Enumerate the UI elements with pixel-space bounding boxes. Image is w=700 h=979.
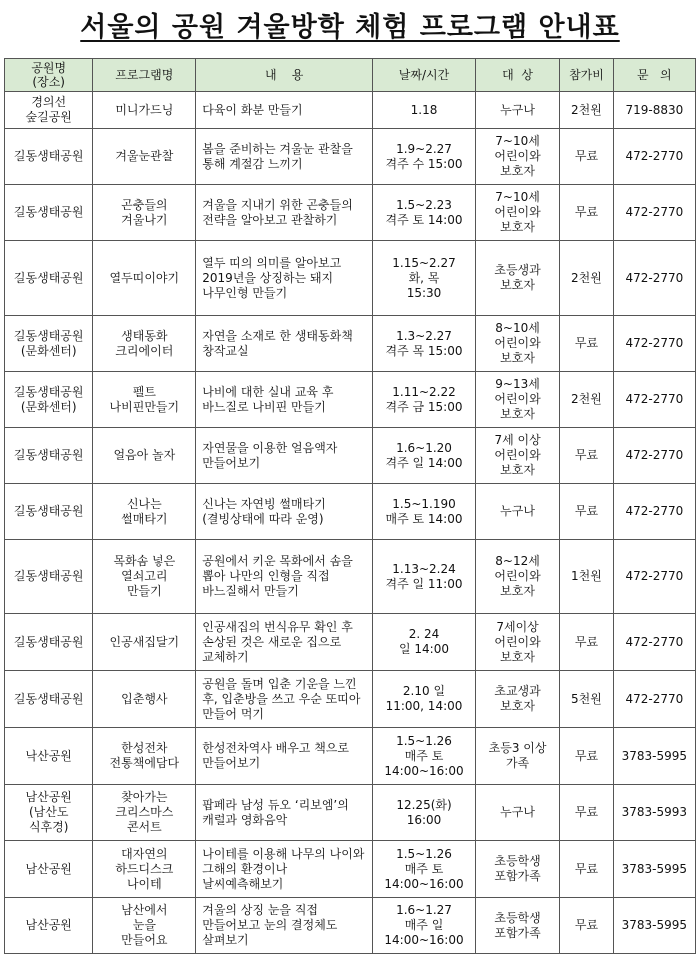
cell-contact: 472-2770 xyxy=(613,241,695,316)
cell-content: 한성전차역사 배우고 책으로 만들어보기 xyxy=(196,728,373,785)
cell-datetime: 12.25(화) 16:00 xyxy=(373,785,476,841)
cell-contact: 3783-5995 xyxy=(613,728,695,785)
cell-park: 남산공원 (남산도 식후경) xyxy=(5,785,93,841)
cell-target: 7세 이상 어린이와 보호자 xyxy=(475,428,559,484)
table-row xyxy=(5,671,696,728)
cell-program: 겨울눈관찰 xyxy=(93,129,196,185)
cell-program: 한성전차 전통책에담다 xyxy=(93,728,196,785)
cell-target: 7~10세 어린이와 보호자 xyxy=(475,185,559,241)
cell-park: 길동생태공원 xyxy=(5,428,93,484)
table-row xyxy=(5,241,696,316)
table-row xyxy=(5,484,696,540)
cell-datetime: 1.18 xyxy=(373,92,476,129)
cell-content: 자연을 소재로 한 생태동화책 창작교실 xyxy=(196,316,373,372)
cell-fee: 2천원 xyxy=(560,92,613,129)
cell-program: 찾아가는 크리스마스 콘서트 xyxy=(93,785,196,841)
table-row xyxy=(5,316,696,372)
cell-target: 초등생과 보호자 xyxy=(475,241,559,316)
cell-content: 나이테를 이용해 나무의 나이와 그해의 환경이나 날씨예측해보기 xyxy=(196,841,373,898)
header-content: 내 용 xyxy=(196,59,373,92)
page-title xyxy=(0,0,700,52)
cell-fee: 2천원 xyxy=(560,241,613,316)
cell-content: 다육이 화분 만들기 xyxy=(196,92,373,129)
cell-park: 길동생태공원 (문화센터) xyxy=(5,372,93,428)
cell-datetime: 2. 24 일 14:00 xyxy=(373,614,476,671)
cell-program: 곤충들의 겨울나기 xyxy=(93,185,196,241)
cell-content: 봄을 준비하는 겨울눈 관찰을 통해 계절감 느끼기 xyxy=(196,129,373,185)
table-row xyxy=(5,841,696,898)
cell-target: 7~10세 어린이와 보호자 xyxy=(475,129,559,185)
cell-contact: 3783-5995 xyxy=(613,841,695,898)
cell-content: 공원에서 키운 목화에서 솜을 뽑아 나만의 인형을 직접 바느질해서 만들기 xyxy=(196,540,373,614)
cell-content: 겨울을 지내기 위한 곤충들의 전략을 알아보고 관찰하기 xyxy=(196,185,373,241)
cell-content: 자연물을 이용한 얼음액자 만들어보기 xyxy=(196,428,373,484)
cell-program: 미니가드닝 xyxy=(93,92,196,129)
cell-program: 신나는 썰매타기 xyxy=(93,484,196,540)
program-table xyxy=(4,58,696,954)
cell-fee: 5천원 xyxy=(560,671,613,728)
cell-park: 남산공원 xyxy=(5,841,93,898)
cell-fee: 무료 xyxy=(560,785,613,841)
cell-fee: 무료 xyxy=(560,728,613,785)
cell-datetime: 1.6~1.20 격주 일 14:00 xyxy=(373,428,476,484)
cell-target: 초교생과 보호자 xyxy=(475,671,559,728)
cell-datetime: 1.15~2.27 화, 목 15:30 xyxy=(373,241,476,316)
cell-contact: 472-2770 xyxy=(613,428,695,484)
cell-datetime: 1.6~1.27 매주 일 14:00~16:00 xyxy=(373,898,476,954)
cell-fee: 무료 xyxy=(560,185,613,241)
table-row xyxy=(5,185,696,241)
cell-target: 7세이상 어린이와 보호자 xyxy=(475,614,559,671)
cell-target: 초등3 이상 가족 xyxy=(475,728,559,785)
cell-contact: 719-8830 xyxy=(613,92,695,129)
header-park: 공원명 (장소) xyxy=(5,59,93,92)
cell-target: 8~12세 어린이와 보호자 xyxy=(475,540,559,614)
cell-datetime: 2.10 일 11:00, 14:00 xyxy=(373,671,476,728)
cell-program: 펠트 나비핀만들기 xyxy=(93,372,196,428)
cell-contact: 472-2770 xyxy=(613,484,695,540)
cell-contact: 472-2770 xyxy=(613,372,695,428)
cell-datetime: 1.5~1.26 매주 토 14:00~16:00 xyxy=(373,841,476,898)
cell-content: 인공새집의 번식유무 확인 후 손상된 것은 새로운 집으로 교체하기 xyxy=(196,614,373,671)
cell-fee: 무료 xyxy=(560,841,613,898)
cell-program: 인공새집달기 xyxy=(93,614,196,671)
cell-park: 남산공원 xyxy=(5,898,93,954)
cell-park: 경의선 숲길공원 xyxy=(5,92,93,129)
cell-program: 얼음아 놀자 xyxy=(93,428,196,484)
cell-fee: 무료 xyxy=(560,898,613,954)
cell-content: 팝페라 남성 듀오 ‘리보엠’의 캐럴과 영화음악 xyxy=(196,785,373,841)
cell-program: 생태동화 크리에이터 xyxy=(93,316,196,372)
table-row xyxy=(5,898,696,954)
cell-target: 9~13세 어린이와 보호자 xyxy=(475,372,559,428)
cell-fee: 무료 xyxy=(560,316,613,372)
cell-content: 겨울의 상징 눈을 직접 만들어보고 눈의 결정체도 살펴보기 xyxy=(196,898,373,954)
cell-contact: 472-2770 xyxy=(613,316,695,372)
table-header-row xyxy=(5,59,696,92)
header-contact: 문 의 xyxy=(613,59,695,92)
cell-fee: 무료 xyxy=(560,428,613,484)
header-fee: 참가비 xyxy=(560,59,613,92)
cell-datetime: 1.5~1.26 매주 토 14:00~16:00 xyxy=(373,728,476,785)
cell-park: 길동생태공원 xyxy=(5,671,93,728)
table-row xyxy=(5,428,696,484)
header-program: 프로그램명 xyxy=(93,59,196,92)
cell-fee: 1천원 xyxy=(560,540,613,614)
cell-program: 남산에서 눈을 만들어요 xyxy=(93,898,196,954)
table-row xyxy=(5,372,696,428)
cell-datetime: 1.5~2.23 격주 토 14:00 xyxy=(373,185,476,241)
table-row xyxy=(5,129,696,185)
cell-park: 길동생태공원 xyxy=(5,614,93,671)
header-target: 대 상 xyxy=(475,59,559,92)
cell-datetime: 1.5~1.190 매주 토 14:00 xyxy=(373,484,476,540)
cell-contact: 472-2770 xyxy=(613,129,695,185)
cell-content: 나비에 대한 실내 교육 후 바느질로 나비핀 만들기 xyxy=(196,372,373,428)
cell-contact: 472-2770 xyxy=(613,671,695,728)
cell-program: 입춘행사 xyxy=(93,671,196,728)
cell-target: 누구나 xyxy=(475,92,559,129)
table-row xyxy=(5,614,696,671)
cell-program: 열두띠이야기 xyxy=(93,241,196,316)
cell-datetime: 1.9~2.27 격주 수 15:00 xyxy=(373,129,476,185)
cell-park: 길동생태공원 xyxy=(5,185,93,241)
cell-content: 열두 띠의 의미를 알아보고 2019년을 상징하는 돼지 나무인형 만들기 xyxy=(196,241,373,316)
cell-target: 누구나 xyxy=(475,785,559,841)
cell-target: 초등학생 포함가족 xyxy=(475,898,559,954)
cell-target: 초등학생 포함가족 xyxy=(475,841,559,898)
table-row xyxy=(5,728,696,785)
cell-fee: 2천원 xyxy=(560,372,613,428)
cell-target: 8~10세 어린이와 보호자 xyxy=(475,316,559,372)
cell-program: 목화솜 넣은 열쇠고리 만들기 xyxy=(93,540,196,614)
cell-park: 길동생태공원 xyxy=(5,129,93,185)
cell-datetime: 1.11~2.22 격주 금 15:00 xyxy=(373,372,476,428)
table-row xyxy=(5,540,696,614)
cell-park: 길동생태공원 xyxy=(5,540,93,614)
cell-datetime: 1.3~2.27 격주 목 15:00 xyxy=(373,316,476,372)
header-datetime: 날짜/시간 xyxy=(373,59,476,92)
cell-park: 길동생태공원 (문화센터) xyxy=(5,316,93,372)
cell-datetime: 1.13~2.24 격주 일 11:00 xyxy=(373,540,476,614)
page-title-text: 서울의 공원 겨울방학 체험 프로그램 안내표 xyxy=(80,12,620,43)
cell-target: 누구나 xyxy=(475,484,559,540)
cell-fee: 무료 xyxy=(560,484,613,540)
cell-contact: 472-2770 xyxy=(613,540,695,614)
table-row xyxy=(5,92,696,129)
table-body xyxy=(5,92,696,954)
cell-fee: 무료 xyxy=(560,614,613,671)
cell-program: 대자연의 하드디스크 나이테 xyxy=(93,841,196,898)
cell-contact: 3783-5995 xyxy=(613,898,695,954)
cell-contact: 472-2770 xyxy=(613,614,695,671)
cell-content: 신나는 자연빙 썰매타기 (결빙상태에 따라 운영) xyxy=(196,484,373,540)
table-row xyxy=(5,785,696,841)
cell-content: 공원을 돌며 입춘 기운을 느낀 후, 입춘방을 쓰고 우순 또띠아 만들어 먹기 xyxy=(196,671,373,728)
cell-fee: 무료 xyxy=(560,129,613,185)
cell-contact: 472-2770 xyxy=(613,185,695,241)
cell-park: 낙산공원 xyxy=(5,728,93,785)
cell-park: 길동생태공원 xyxy=(5,484,93,540)
cell-contact: 3783-5993 xyxy=(613,785,695,841)
cell-park: 길동생태공원 xyxy=(5,241,93,316)
